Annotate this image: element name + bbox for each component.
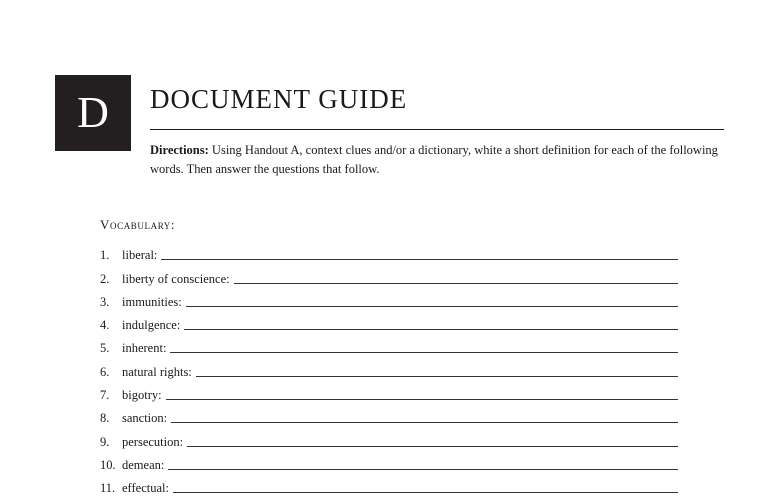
- vocab-number: 4.: [100, 318, 110, 333]
- title-divider: [150, 129, 724, 130]
- vocab-number: 3.: [100, 294, 110, 309]
- vocab-number: 11.: [100, 481, 116, 496]
- vocab-term: inherent:: [122, 341, 167, 356]
- vocab-term: sanction:: [122, 411, 168, 426]
- vocab-item: [100, 333, 678, 356]
- vocab-term: natural rights:: [122, 364, 192, 379]
- definition-answer-line[interactable]: [173, 492, 678, 493]
- directions-text: Using Handout A, context clues and/or a dictionary, white a short definition for each of the following words. Then answer the questions that follow.: [150, 143, 718, 176]
- vocab-term: demean:: [122, 457, 165, 472]
- directions-label: Directions:: [150, 143, 209, 157]
- definition-answer-line[interactable]: [171, 422, 678, 423]
- vocab-number: 9.: [100, 434, 110, 449]
- vocab-number: 1.: [100, 248, 110, 263]
- vocab-item: [100, 380, 678, 403]
- vocab-term: effectual:: [122, 481, 169, 496]
- directions-paragraph: [150, 141, 720, 179]
- vocab-item: [100, 473, 678, 496]
- vocab-number: 6.: [100, 364, 110, 379]
- section-letter-badge: D: [55, 75, 131, 151]
- vocabulary-list: [100, 240, 678, 496]
- vocab-item: [100, 263, 678, 286]
- vocab-item: [100, 426, 678, 449]
- definition-answer-line[interactable]: [184, 329, 678, 330]
- vocab-term: immunities:: [122, 294, 182, 309]
- vocab-number: 8.: [100, 411, 110, 426]
- definition-answer-line[interactable]: [161, 259, 678, 260]
- vocab-item: [100, 356, 678, 379]
- definition-answer-line[interactable]: [187, 446, 678, 447]
- definition-answer-line[interactable]: [170, 352, 678, 353]
- page-title: DOCUMENT GUIDE: [150, 84, 408, 114]
- vocab-term: liberty of conscience:: [122, 271, 230, 286]
- definition-answer-line[interactable]: [166, 399, 678, 400]
- vocab-term: liberal:: [122, 248, 158, 263]
- vocab-number: 10.: [100, 457, 116, 472]
- definition-answer-line[interactable]: [186, 306, 678, 307]
- vocab-item: [100, 450, 678, 473]
- definition-answer-line[interactable]: [234, 283, 678, 284]
- vocab-number: 2.: [100, 271, 110, 286]
- vocab-item: [100, 240, 678, 263]
- definition-answer-line[interactable]: [168, 469, 678, 470]
- vocab-number: 7.: [100, 388, 110, 403]
- vocab-term: indulgence:: [122, 318, 181, 333]
- vocab-item: [100, 310, 678, 333]
- vocab-item: [100, 403, 678, 426]
- vocab-item: [100, 287, 678, 310]
- vocabulary-heading: Vocabulary:: [100, 217, 176, 232]
- vocab-term: bigotry:: [122, 388, 162, 403]
- vocab-number: 5.: [100, 341, 110, 356]
- vocab-term: persecution:: [122, 434, 184, 449]
- definition-answer-line[interactable]: [196, 376, 678, 377]
